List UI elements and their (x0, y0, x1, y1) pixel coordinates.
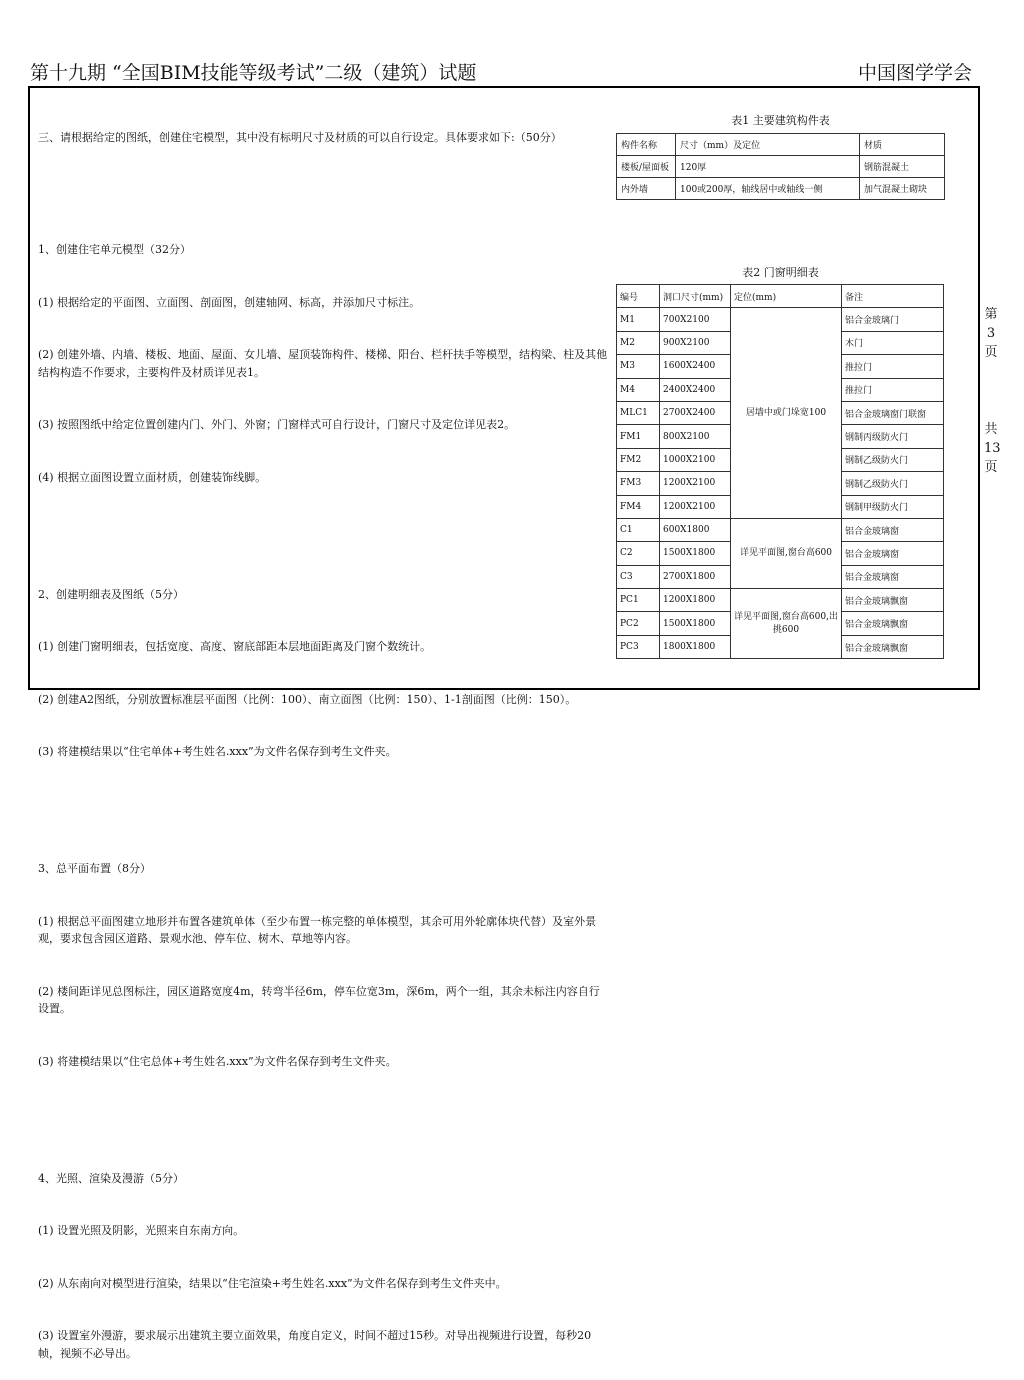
table-row (617, 589, 944, 612)
table-cell-position: 居墙中或门垛宽100 (731, 308, 842, 519)
section-heading: 3、总平面布置（8分） (38, 862, 151, 875)
table-cell: 铝合金玻璃飘窗 (842, 589, 944, 612)
table-cell: 铝合金玻璃飘窗 (842, 635, 944, 658)
section-item: (3) 按照图纸中给定位置创建内门、外门、外窗；门窗样式可自行设计，门窗尺寸及定位详见表2。 (38, 418, 516, 431)
table2-caption: 表2 门窗明细表 (742, 266, 819, 279)
page-label: 共 (984, 422, 998, 437)
table-cell: 1600X2400 (660, 355, 731, 378)
table-cell: 内外墙 (617, 178, 676, 200)
section-item: (4) 根据立面图设置立面材质，创建装饰线脚。 (38, 470, 267, 484)
table-header-cell: 材质 (860, 134, 945, 156)
table-cell: FM2 (617, 448, 660, 471)
table-cell: C1 (617, 518, 660, 541)
table-row (617, 518, 944, 541)
page-label: 第 (984, 307, 998, 322)
table-cell: 800X2100 (660, 425, 731, 448)
section-heading: 2、创建明细表及图纸（5分） (38, 587, 184, 601)
table1-caption: 表1 主要建筑构件表 (731, 114, 830, 127)
section-item: (3) 设置室外漫游，要求展示出建筑主要立面效果，角度自定义，时间不超过15秒。对导出视频进行设置，每秒20帧，视频不必导出。 (38, 1329, 592, 1360)
table-header-cell: 构件名称 (617, 134, 676, 156)
table-cell: 钢制乙级防火门 (842, 448, 944, 471)
table-cell: 加气混凝土砌块 (860, 178, 945, 200)
section-item: (2) 从东南向对模型进行渲染，结果以“住宅渲染+考生姓名.xxx”为文件名保存到考生文件夹中。 (38, 1276, 507, 1290)
table-header-cell: 洞口尺寸(mm) (660, 285, 731, 308)
table-cell: 铝合金玻璃窗 (842, 565, 944, 588)
section-item: (1) 根据总平面图建立地形并布置各建筑单体（至少布置一栋完整的单体模型，其余可用外轮廓体块代替）及室外景观，要求包含园区道路、景观水池、停车位、树木、草地等内容。 (38, 914, 597, 945)
table-cell: 900X2100 (660, 331, 731, 354)
table-cell: FM3 (617, 472, 660, 495)
table-cell-position: 详见平面图,窗台高600,出挑600 (731, 589, 842, 659)
door-window-table (616, 284, 944, 659)
table-cell: 1200X2100 (660, 495, 731, 518)
table-cell: C2 (617, 542, 660, 565)
task-description (38, 94, 608, 1380)
section-item: (1) 设置光照及阴影，光照来自东南方向。 (38, 1224, 245, 1237)
table-cell: 1500X1800 (660, 612, 731, 635)
table-cell: M3 (617, 355, 660, 378)
table-cell: 1200X2100 (660, 472, 731, 495)
table-cell: 2700X1800 (660, 565, 731, 588)
section-heading: 1、创建住宅单元模型（32分） (38, 243, 191, 256)
total-pages-number: 13 (984, 441, 1001, 456)
table-cell: FM4 (617, 495, 660, 518)
table-cell: PC2 (617, 612, 660, 635)
table-header-cell: 编号 (617, 285, 660, 308)
table-header-row (617, 134, 945, 156)
page-label: 页 (984, 460, 998, 475)
page-label: 页 (984, 345, 998, 360)
table-cell: 100或200厚，轴线居中或轴线一侧 (676, 178, 860, 200)
table-row (617, 308, 944, 331)
table-cell: 铝合金玻璃窗门联窗 (842, 401, 944, 424)
section-item: (1) 根据给定的平面图、立面图、剖面图，创建轴网、标高，并添加尺寸标注。 (38, 295, 421, 309)
exam-title: 第十九期 “全国BIM技能等级考试”二级（建筑）试题 (30, 62, 477, 84)
table-cell: 钢制丙级防火门 (842, 425, 944, 448)
table-cell-position: 详见平面图,窗台高600 (731, 518, 842, 588)
table-cell: 钢筋混凝土 (860, 156, 945, 178)
task-intro: 三、请根据给定的图纸，创建住宅模型，其中没有标明尺寸及材质的可以自行设定。具体要求如下:（50分） (38, 131, 562, 144)
table-cell: 1800X1800 (660, 635, 731, 658)
section-item: (2) 创建外墙、内墙、楼板、地面、屋面、女儿墙、屋顶装饰构件、楼梯、阳台、栏杆扶手等模型，结构梁、柱及其他结构构造不作要求，主要构件及材质详见表1。 (38, 348, 608, 379)
table-cell: 楼板/屋面板 (617, 156, 676, 178)
section-item: (1) 创建门窗明细表，包括宽度、高度、窗底部距本层地面距离及门窗个数统计。 (38, 640, 432, 653)
section-heading: 4、光照、渲染及漫游（5分） (38, 1171, 184, 1185)
components-table (616, 133, 945, 200)
table-cell: 600X1800 (660, 518, 731, 541)
table-cell: 铝合金玻璃窗 (842, 542, 944, 565)
table-header-cell: 定位(mm) (731, 285, 842, 308)
table-cell: FM1 (617, 425, 660, 448)
table-cell: PC3 (617, 635, 660, 658)
table-cell: C3 (617, 565, 660, 588)
table-cell: 铝合金玻璃飘窗 (842, 612, 944, 635)
current-page-indicator (984, 305, 998, 362)
table-header-cell: 备注 (842, 285, 944, 308)
table-cell: 铝合金玻璃窗 (842, 518, 944, 541)
table-cell: 1000X2100 (660, 448, 731, 471)
table-cell: 钢制甲级防火门 (842, 495, 944, 518)
table-cell: PC1 (617, 589, 660, 612)
table-cell: M1 (617, 308, 660, 331)
table-cell: 2400X2400 (660, 378, 731, 401)
table-cell: M4 (617, 378, 660, 401)
table-header-row (617, 285, 944, 308)
section-item: (2) 楼间距详见总图标注，园区道路宽度4m，转弯半径6m，停车位宽3m，深6m，两个一组，其余未标注内容自行设置。 (38, 984, 600, 1015)
table-header-cell: 尺寸（mm）及定位 (676, 134, 860, 156)
table-cell: 铝合金玻璃门 (842, 308, 944, 331)
table-cell: M2 (617, 331, 660, 354)
organization-name: 中国图学学会 (858, 62, 973, 84)
table-cell: 推拉门 (842, 378, 944, 401)
page-number: 3 (986, 326, 996, 341)
table-cell: 120厚 (676, 156, 860, 178)
table-cell: 2700X2400 (660, 401, 731, 424)
table-cell: 1500X1800 (660, 542, 731, 565)
table-row (617, 178, 945, 200)
table-row (617, 156, 945, 178)
table-cell: 木门 (842, 331, 944, 354)
table-cell: 1200X1800 (660, 589, 731, 612)
table-cell: 700X2100 (660, 308, 731, 331)
table-cell: 推拉门 (842, 355, 944, 378)
section-item: (3) 将建模结果以“住宅总体+考生姓名.xxx”为文件名保存到考生文件夹。 (38, 1054, 397, 1068)
table-cell: MLC1 (617, 401, 660, 424)
section-item: (2) 创建A2图纸，分别放置标准层平面图（比例：100）、南立面图（比例：150）、1-1剖面图（比例：150）。 (38, 692, 577, 706)
table-cell: 钢制乙级防火门 (842, 472, 944, 495)
section-item: (3) 将建模结果以“住宅单体+考生姓名.xxx”为文件名保存到考生文件夹。 (38, 745, 397, 758)
total-pages-indicator (984, 420, 1001, 477)
